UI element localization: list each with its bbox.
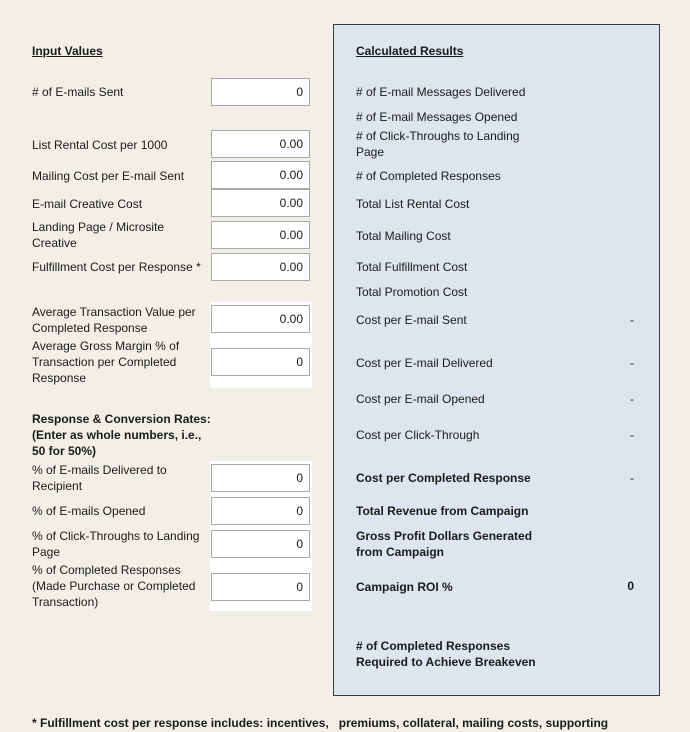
cost-per-opened-label: Cost per E-mail Opened bbox=[356, 392, 485, 406]
cost-per-delivered-label: Cost per E-mail Delivered bbox=[356, 356, 493, 370]
cost-per-sent-label: Cost per E-mail Sent bbox=[356, 313, 467, 327]
gross-profit-label: Gross Profit Dollars Generated from Campaign bbox=[356, 529, 533, 559]
fulfillment-footnote: * Fulfillment cost per response includes: incentives, premiums, collateral, mailing costs, supporting bbox=[32, 716, 609, 730]
completed-label: # of Completed Responses bbox=[356, 169, 501, 183]
mailing-cost-input[interactable] bbox=[211, 161, 310, 189]
cost-per-click-value: - bbox=[630, 428, 634, 442]
total-promotion-label: Total Promotion Cost bbox=[356, 285, 468, 299]
mailing-cost-label: Mailing Cost per E-mail Sent bbox=[32, 169, 185, 183]
pct-clickthrough-label: % of Click-Throughs to Landing Page bbox=[32, 529, 200, 559]
rates-heading: Response & Conversion Rates: (Enter as whole numbers, i.e., 50 for 50%) bbox=[32, 412, 211, 458]
cost-per-delivered-value: - bbox=[630, 356, 634, 370]
fulfillment-cost-label: Fulfillment Cost per Response * bbox=[32, 260, 201, 274]
input-values-heading: Input Values bbox=[32, 44, 103, 58]
cost-per-completed-value: - bbox=[630, 471, 634, 485]
landing-page-cost-input[interactable] bbox=[211, 221, 310, 249]
click-throughs-label: # of Click-Throughs to Landing Page bbox=[356, 129, 520, 159]
calculated-results-heading: Calculated Results bbox=[356, 44, 464, 58]
fulfillment-cost-input[interactable] bbox=[211, 253, 310, 281]
gross-margin-input[interactable] bbox=[211, 348, 310, 376]
avg-transaction-label: Average Transaction Value per Completed Response bbox=[32, 305, 196, 335]
list-rental-cost-label: List Rental Cost per 1000 bbox=[32, 138, 168, 152]
pct-clickthrough-input[interactable] bbox=[211, 530, 310, 558]
avg-transaction-input[interactable] bbox=[211, 305, 310, 333]
creative-cost-input[interactable] bbox=[211, 189, 310, 217]
landing-page-cost-label: Landing Page / Microsite Creative bbox=[32, 220, 165, 250]
pct-opened-input[interactable] bbox=[211, 497, 310, 525]
pct-completed-input[interactable] bbox=[211, 573, 310, 601]
cost-per-sent-value: - bbox=[630, 313, 634, 327]
pct-delivered-label: % of E-mails Delivered to Recipient bbox=[32, 463, 167, 493]
delivered-label: # of E-mail Messages Delivered bbox=[356, 85, 526, 99]
cost-per-click-label: Cost per Click-Through bbox=[356, 428, 480, 442]
total-list-rental-label: Total List Rental Cost bbox=[356, 197, 470, 211]
total-mailing-label: Total Mailing Cost bbox=[356, 229, 451, 243]
opened-label: # of E-mail Messages Opened bbox=[356, 110, 518, 124]
cost-per-opened-value: - bbox=[630, 392, 634, 406]
creative-cost-label: E-mail Creative Cost bbox=[32, 197, 143, 211]
cost-per-completed-label: Cost per Completed Response bbox=[356, 471, 531, 485]
roi-label: Campaign ROI % bbox=[356, 580, 453, 594]
total-revenue-label: Total Revenue from Campaign bbox=[356, 504, 529, 518]
pct-delivered-input[interactable] bbox=[211, 464, 310, 492]
emails-sent-label: # of E-mails Sent bbox=[32, 85, 124, 99]
list-rental-cost-input[interactable] bbox=[211, 130, 310, 158]
emails-sent-input[interactable] bbox=[211, 78, 310, 106]
pct-opened-label: % of E-mails Opened bbox=[32, 504, 146, 518]
gross-margin-label: Average Gross Margin % of Transaction per Completed Response bbox=[32, 339, 180, 385]
breakeven-label: # of Completed Responses Required to Achieve Breakeven bbox=[356, 639, 536, 669]
roi-value: 0 bbox=[627, 579, 634, 593]
total-fulfillment-label: Total Fulfillment Cost bbox=[356, 260, 468, 274]
pct-completed-label: % of Completed Responses (Made Purchase or Completed Transaction) bbox=[32, 563, 196, 609]
